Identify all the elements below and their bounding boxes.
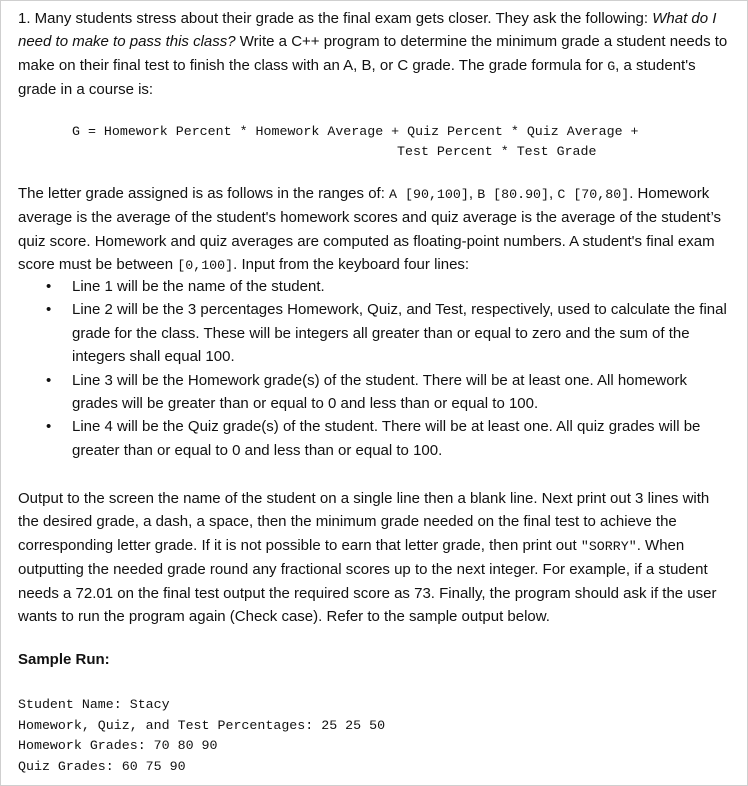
sample-output-block xyxy=(18,695,385,777)
list-item xyxy=(18,369,730,416)
bullet-glyph: • xyxy=(46,301,52,319)
letter-text-2: . Homework average is the average of the student's homework scores and quiz average is the average of the student’s quiz score. Homework and quiz averages are computed as floating-point numbers. A student's final exam score must be between xyxy=(18,185,722,274)
intro-text-3: , a student's grade in a course is: xyxy=(18,56,696,99)
list-item-text: Line 3 will be the Homework grade(s) of the student. There will be at least one. All homework grades will be greater than or equal to 0 and less than or equal to 100. xyxy=(72,371,688,413)
sample-run-heading: Sample Run: xyxy=(18,651,110,668)
letter-text-3: . Input from the keyboard four lines: xyxy=(233,256,470,274)
list-item-text: Line 1 will be the name of the student. xyxy=(72,278,325,295)
output-text-1: Output to the screen the name of the student on a single line then a blank line. Next print out 3 lines with the desired grade, a dash, a space, then the minimum grade needed on the final test to achieve the corresponding letter grade. If it is not possible to earn that letter grade, then print out xyxy=(18,490,710,554)
letter-grade-paragraph xyxy=(18,182,730,278)
list-item-text: Line 4 will be the Quiz grade(s) of the student. There will be at least one. All quiz grades will be greater than or equal to 0 and less than or equal to 100. xyxy=(72,418,701,459)
formula-line-1: G = Homework Percent * Homework Average + Quiz Percent * Quiz Average + xyxy=(72,124,639,139)
letter-text-1: The letter grade assigned is as follows in the ranges of: xyxy=(18,185,390,202)
sample-line: Homework Grades: 70 80 90 xyxy=(18,738,218,753)
range-exam: [0,100] xyxy=(177,258,234,274)
range-b: B [80.90] xyxy=(477,187,550,202)
intro-text-1: 1. Many students stress about their grade as the final exam gets closer. They ask the following: xyxy=(18,10,653,27)
intro-text-2: Write a C++ program to determine the minimum grade a student needs to make on their final test to finish the class with an A, B, or C grade. The grade formula for xyxy=(18,33,728,74)
intro-g-code: G xyxy=(607,58,616,74)
list-item-text: Line 2 will be the 3 percentages Homework, Quiz, and Test, respectively, used to calculate the final grade for the class. These will be integers all greater than or equal to zero and the sum of the integers shall equal 100. xyxy=(72,301,727,366)
bullet-glyph: • xyxy=(46,371,52,389)
list-item xyxy=(18,298,730,368)
output-paragraph xyxy=(18,487,730,628)
formula-line-2: Test Percent * Test Grade xyxy=(397,144,597,159)
range-a: A [90,100] xyxy=(389,187,469,202)
list-item xyxy=(18,415,730,462)
range-c: C [70,80] xyxy=(557,187,630,202)
sorry-code: "SORRY" xyxy=(580,538,637,554)
list-item xyxy=(18,275,730,298)
input-lines-list xyxy=(18,275,730,462)
range-sep-2: , xyxy=(549,185,558,202)
intro-question: What do I need to make to pass this class? xyxy=(18,10,717,51)
sample-line: Quiz Grades: 60 75 90 xyxy=(18,758,186,774)
bullet-glyph: • xyxy=(46,278,52,295)
range-sep-1: , xyxy=(468,185,478,202)
output-text-2: . When outputting the needed grade round any fractional scores up to the next integer. For example, if a student needs a 72.01 on the final test output the required score as 73. Finally, the program should ask if the user wants to run the program again (Check case). Refer to the sample output below. xyxy=(18,536,717,626)
bullet-glyph: • xyxy=(46,418,52,436)
sample-line: Student Name: Stacy xyxy=(18,697,170,712)
intro-paragraph xyxy=(18,7,730,102)
sample-line: Homework, Quiz, and Test Percentages: 25 25 50 xyxy=(18,717,386,733)
